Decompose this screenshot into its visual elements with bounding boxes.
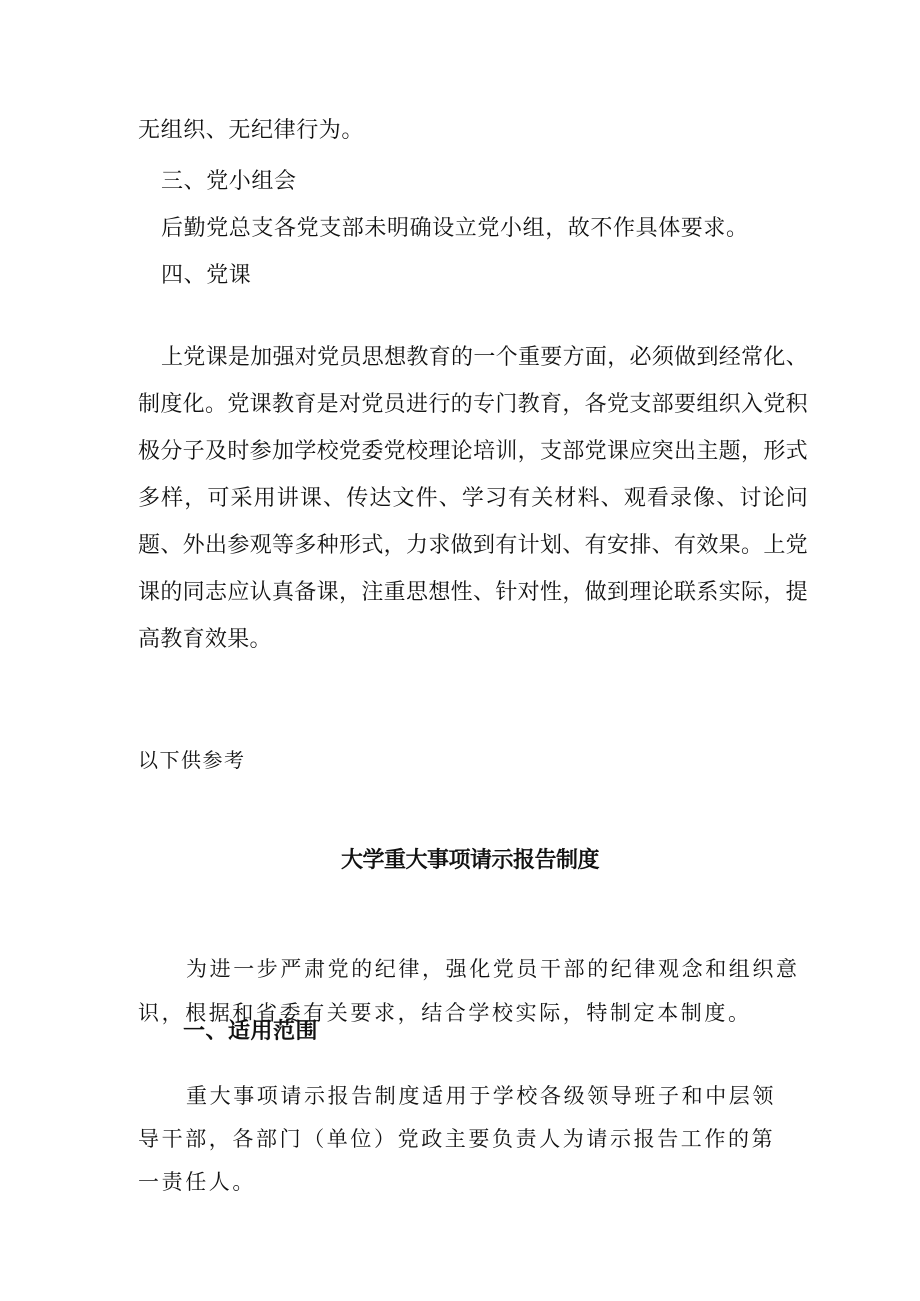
document-intro-paragraph: 为进一步严肃党的纪律，强化党员干部的纪律观念和组织意识，根据和省委有关要求，结合学校实际，特制定本制度。 bbox=[138, 957, 800, 1025]
section-three-paragraph: 后勤党总支各党支部未明确设立党小组，故不作具体要求。 bbox=[161, 216, 749, 241]
document-title: 大学重大事项请示报告制度 bbox=[340, 848, 599, 873]
scope-section-paragraph: 重大事项请示报告制度适用于学校各级领导班子和中层领导干部，各部门（单位）党政主要负责人为请示报告工作的第一责任人。 bbox=[138, 1084, 776, 1194]
section-three-heading: 三、党小组会 bbox=[161, 169, 297, 194]
scope-section-heading: 一、适用范围 bbox=[183, 1019, 319, 1044]
section-four-heading: 四、党课 bbox=[161, 263, 252, 288]
section-four-paragraph: 上党课是加强对党员思想教育的一个重要方面，必须做到经常化、制度化。党课教育是对党员进行的专门教育，各党支部要组织入党积极分子及时参加学校党委党校理论培训，支部党课应突出主题，形式多样，可采用讲课、传达文件、学习有关材料、观看录像、讨论问题、外出参观等多种形式，力求做到有计划、有安排、有效果。上党课的同志应认真备课，注重思想性、针对性，做到理论联系实际，提高教育效果。 bbox=[138, 345, 808, 652]
reference-note: 以下供参考 bbox=[138, 748, 246, 772]
section-one-closing-line: 无组织、无纪律行为。 bbox=[138, 118, 365, 143]
